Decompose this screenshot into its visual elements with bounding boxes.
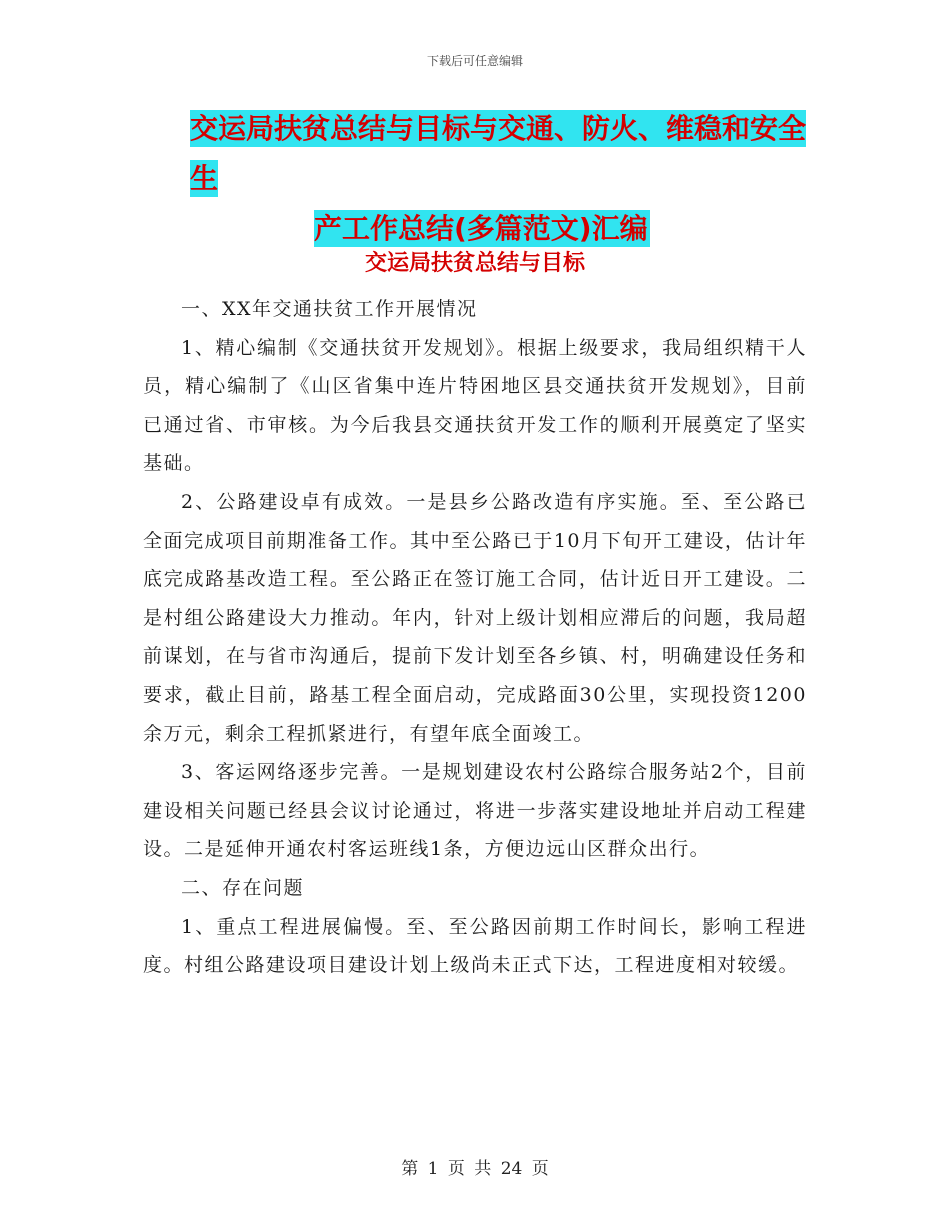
paragraph: 3、客运网络逐步完善。一是规划建设农村公路综合服务站2个，目前建设相关问题已经县会议讨论通过，将进一步落实建设地址并启动工程建设。二是延伸开通农村客运班线1条，方便边远山区群众出行。 <box>143 761 807 861</box>
page-header-note: 下载后可任意编辑 <box>426 54 523 68</box>
document-body <box>143 290 807 985</box>
paragraph: 一、XX年交通扶贫工作开展情况 <box>181 298 478 320</box>
paragraph: 二、存在问题 <box>181 876 305 899</box>
document-title <box>190 104 810 254</box>
title-highlight: 交运局扶贫总结与目标与交通、防火、维稳和安全生 <box>190 112 807 195</box>
paragraph: 1、重点工程进展偏慢。至、至公路因前期工作时间长，影响工程进度。村组公路建设项目建设计划上级尚未正式下达，工程进度相对较缓。 <box>143 915 807 977</box>
paragraph: 2、公路建设卓有成效。一是县乡公路改造有序实施。至、至公路已全面完成项目前期准备工作。其中至公路已于10月下旬开工建设，估计年底完成路基改造工程。至公路正在签订施工合同，估计近日开工建设。二是村组公路建设大力推动。年内，针对上级计划相应滞后的问题，我局超前谋划，在与省市沟通后，提前下发计划至各乡镇、村，明确建设任务和要求，截止目前，路基工程全面启动，完成路面30公里，实现投资1200余万元，剩余工程抓紧进行，有望年底全面竣工。 <box>143 490 807 745</box>
title-highlight: 产工作总结(多篇范文)汇编 <box>314 212 648 245</box>
document-title-line-1 <box>190 104 810 204</box>
paragraph: 1、精心编制《交通扶贫开发规划》。根据上级要求，我局组织精干人员，精心编制了《山区省集中连片特困地区县交通扶贫开发规划》，目前已通过省、市审核。为今后我县交通扶贫开发工作的顺利开展奠定了坚实基础。 <box>143 336 807 475</box>
section-title: 交运局扶贫总结与目标 <box>364 251 585 276</box>
page-number-footer: 第 1 页 共 24 页 <box>401 1159 549 1179</box>
